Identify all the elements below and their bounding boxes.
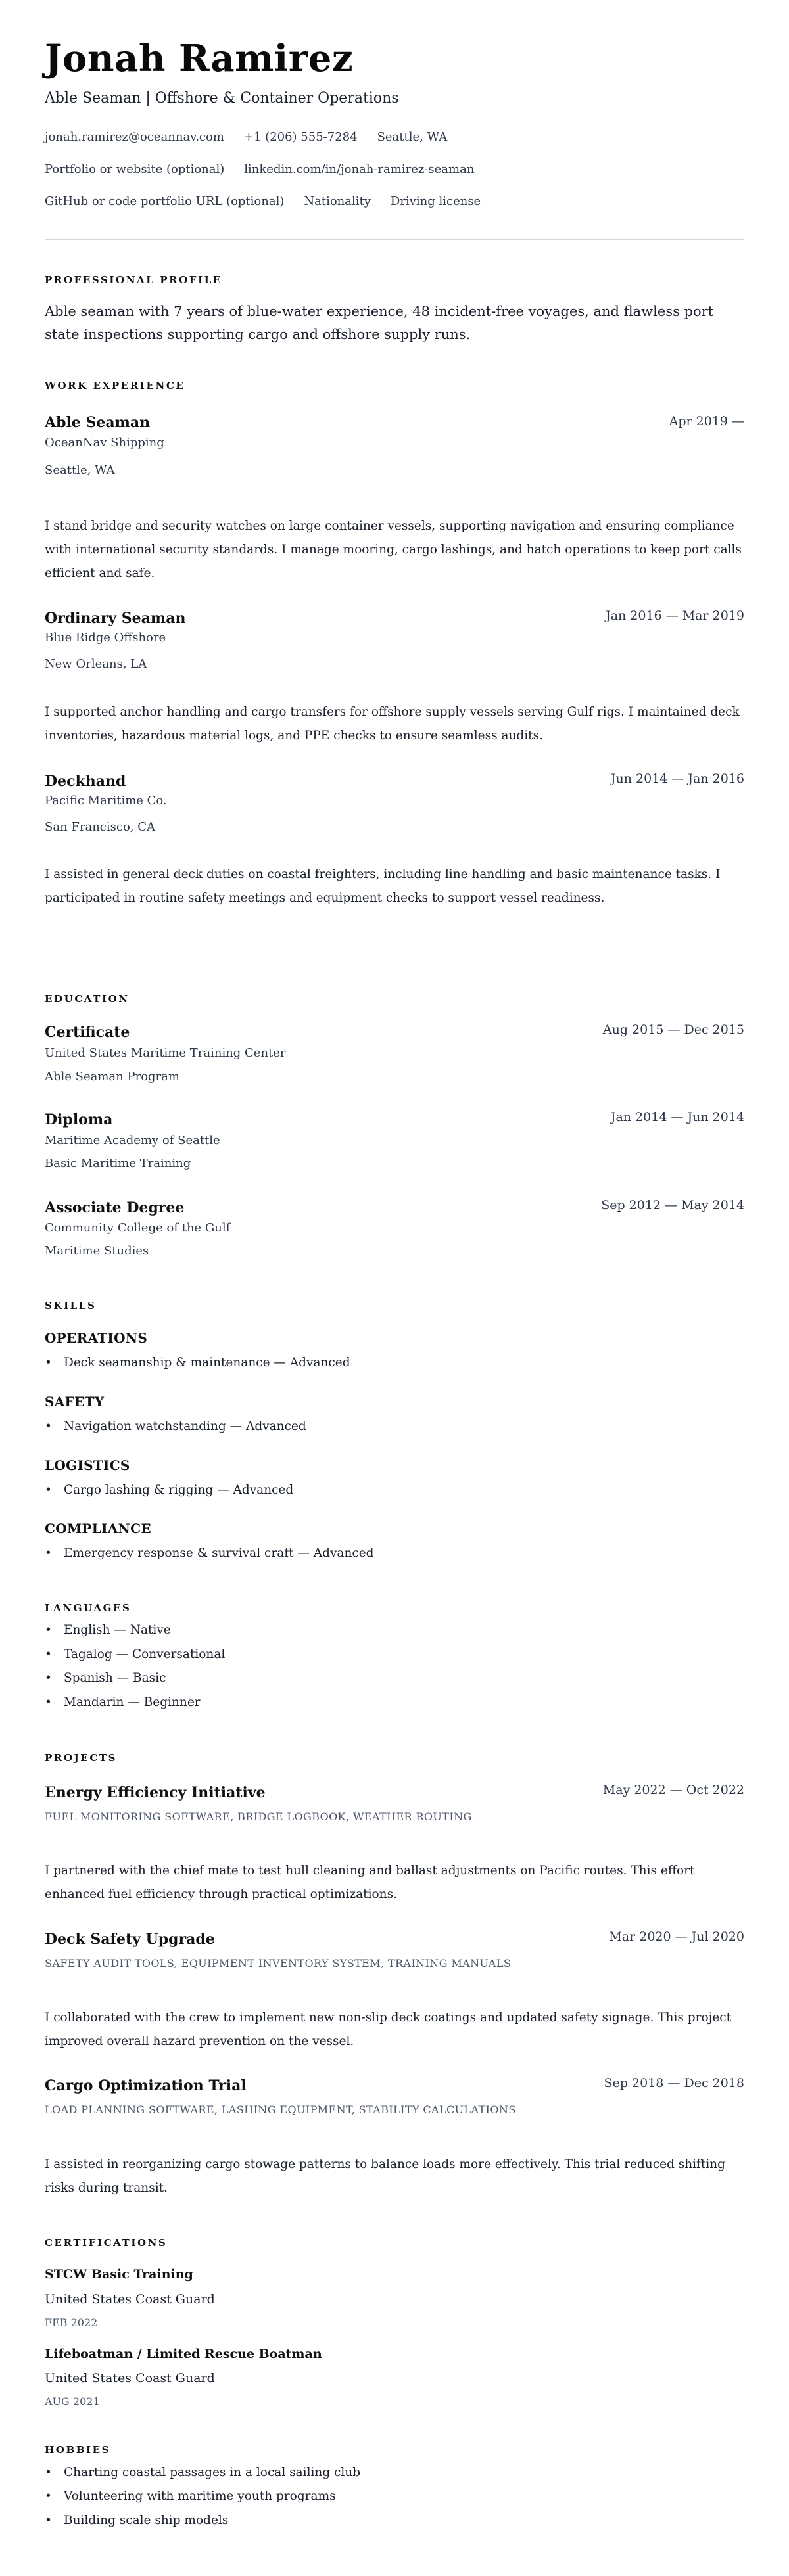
section-title-skills: SKILLS [45, 1300, 97, 1312]
institution-name: United States Maritime Training Center [45, 1046, 286, 1060]
job-description: I assisted in general deck duties on coastal freighters, including line handling and basic maintenance tasks. I participated in routine safety meetings and equipment checks to support vessel readiness. [45, 867, 721, 905]
certification-issuer: United States Coast Guard [45, 2292, 215, 2307]
certification-name: STCW Basic Training [45, 2267, 193, 2282]
section-title-certifications: CERTIFICATIONS [45, 2237, 168, 2249]
company-name: OceanNav Shipping [45, 436, 164, 449]
job-title: Able Seaman [45, 414, 151, 431]
project-tools: LOAD PLANNING SOFTWARE, LASHING EQUIPMENT, STABILITY CALCULATIONS [45, 2104, 516, 2116]
section-title-languages: LANGUAGES [45, 1602, 132, 1614]
job-location: Seattle, WA [45, 463, 115, 477]
contact-row-3 [45, 195, 481, 208]
project-description: I partnered with the chief mate to test hull cleaning and ballast adjustments on Pacific routes. This effort enhanced fuel efficiency through practical optimizations. [45, 1864, 695, 1901]
bullet-icon: • [45, 2514, 52, 2527]
bullet-icon: • [45, 2466, 52, 2479]
contact-row-1 [45, 130, 447, 144]
portfolio-link[interactable]: Portfolio or website (optional) [45, 162, 225, 176]
company-name: Blue Ridge Offshore [45, 631, 166, 645]
bullet-icon: • [45, 1356, 52, 1369]
project-tools: SAFETY AUDIT TOOLS, EQUIPMENT INVENTORY SYSTEM, TRAINING MANUALS [45, 1957, 512, 1969]
project-description: I assisted in reorganizing cargo stowage patterns to balance loads more effectively. This trial reduced shifting risks during transit. [45, 2157, 726, 2195]
bullet-icon: • [45, 1623, 52, 1637]
institution-name: Community College of the Gulf [45, 1221, 231, 1235]
degree-title: Diploma [45, 1111, 113, 1128]
education-dates: Jan 2014 — Jun 2014 [610, 1110, 744, 1124]
section-title-education: EDUCATION [45, 993, 130, 1005]
linkedin-link[interactable]: linkedin.com/in/jonah-ramirez-seaman [244, 162, 475, 176]
email-link[interactable]: jonah.ramirez@oceannav.com [45, 130, 224, 144]
profile-summary: Able seaman with 7 years of blue-water experience, 48 incident-free voyages, and flawless port state inspections supporting cargo and offshore supply runs. [45, 304, 714, 342]
header-divider [45, 239, 744, 240]
project-name: Deck Safety Upgrade [45, 1931, 215, 1948]
bullet-icon: • [45, 1483, 52, 1497]
bullet-icon: • [45, 1647, 52, 1661]
job-dates: Jan 2016 — Mar 2019 [606, 609, 744, 623]
driving-license-text: Driving license [390, 195, 481, 208]
resume-page: Jonah Ramirez Able Seaman | Offshore & Container Operations jonah.ramirez@oceannav.com +1 (206) 555-7284 Seattle, WA Portfolio or website (optional) linkedin.com/in/jonah-ramirez-seaman GitHub or code portfolio URL (optional) Nationality Driving license PROFESSIONAL PROFILE Able seaman with 7 years of blue-water experience, 48 incident-free voyages, and flawless port state inspections supporting cargo and offshore supply runs. WORK EXPERIENCE Able Seaman Apr 2019 — OceanNav Shipping Seattle, WA I stand bridge and security watches on large container vessels, supporting navigation and ensuring compliance with international security standards. I manage mooring, cargo lashings, and hatch operations to keep port calls efficient and safe. Ordinary Seaman Jan 2016 — Mar 2019 Blue Ridge Offshore New Orleans, LA I supported anchor handling and cargo transfers for offshore supply vessels serving Gulf rigs. I maintained deck inventories, hazardous material logs, and PPE checks to ensure seamless audits. Deckhand Jun 2014 — Jan 2016 Pacific Maritime Co. San Francisco, CA I assisted in general deck duties on coastal freighters, including line handling and basic maintenance tasks. I participated in routine safety meetings and equipment checks to support vessel readiness. EDUCATION Certificate Aug 2015 — Dec 2015 United States Maritime Training Center Able Seaman Program Diploma Jan 2014 — Jun 2014 Maritime Academy of Seattle Basic Maritime Training Associate Degree Sep 2012 — May 2014 Community College of the Gulf Maritime Studies SKILLS OPERATIONS • Deck seamanship & maintenance — Advanced SAFETY • Navigation watchstanding — Advanced LOGISTICS • Cargo lashing & rigging — Advanced COMPLIANCE • Emergency response & survival craft — Advanced LANGUAGES • English — Native • Tagalog — Conversational • Spanish — Basic • Mandarin — Beginner PROJECTS Energy Efficiency Initiative May 2022 — Oct 2022 FUEL MONITORING SOFTWARE, BRIDGE LOGBOOK, WEATHER ROUTING I partnered with the chief mate to test hull cleaning and ballast adjustments on Pacific routes. This effort enhanced fuel efficiency through practical optimizations. Deck Safety Upgrade Mar 2020 — Jul 2020 SAFETY AUDIT TOOLS, EQUIPMENT INVENTORY SYSTEM, TRAINING MANUALS I collaborated with the crew to implement new non-slip deck coatings and updated safety signage. This project improved overall hazard prevention on the vessel. Cargo Optimization Trial Sep 2018 — Dec 2018 LOAD PLANNING SOFTWARE, LASHING EQUIPMENT, STABILITY CALCULATIONS I assisted in reorganizing cargo stowage patterns to balance loads more effectively. This trial reduced shifting risks during transit. CERTIFICATIONS STCW Basic Training United States Coast Guard FEB 2022 Lifeboatman / Limited Rescue Boatman United States Coast Guard AUG 2021 HOBBIES • Charting coastal passages in a local sailing club • Volunteering with maritime youth programs • Building scale ship models [0, 0, 789, 2576]
job-dates: Apr 2019 — [669, 414, 744, 428]
bullet-icon: • [45, 1546, 52, 1560]
job-title: Deckhand [45, 773, 126, 790]
project-name: Energy Efficiency Initiative [45, 1784, 266, 1801]
project-dates: Mar 2020 — Jul 2020 [609, 1929, 744, 1944]
program-name: Able Seaman Program [45, 1070, 179, 1084]
job-description: I supported anchor handling and cargo transfers for offshore supply vessels serving Gulf rigs. I maintained deck inventories, hazardous material logs, and PPE checks to ensure seamless audits. [45, 705, 740, 743]
certification-date: AUG 2021 [45, 2395, 100, 2408]
section-title-experience: WORK EXPERIENCE [45, 380, 185, 392]
job-dates: Jun 2014 — Jan 2016 [610, 771, 744, 786]
phone-link[interactable]: +1 (206) 555-7284 [243, 130, 358, 144]
job-location: New Orleans, LA [45, 657, 147, 671]
degree-title: Associate Degree [45, 1199, 185, 1216]
certification-issuer: United States Coast Guard [45, 2371, 215, 2385]
company-name: Pacific Maritime Co. [45, 794, 167, 808]
section-title-hobbies: HOBBIES [45, 2444, 111, 2456]
project-dates: Sep 2018 — Dec 2018 [604, 2076, 744, 2090]
education-dates: Sep 2012 — May 2014 [601, 1198, 744, 1212]
certification-name: Lifeboatman / Limited Rescue Boatman [45, 2347, 322, 2361]
bullet-icon: • [45, 1695, 52, 1709]
education-dates: Aug 2015 — Dec 2015 [602, 1023, 744, 1037]
program-name: Basic Maritime Training [45, 1157, 191, 1170]
skill-category: SAFETY [45, 1394, 105, 1410]
candidate-headline: Able Seaman | Offshore & Container Operations [45, 90, 399, 106]
institution-name: Maritime Academy of Seattle [45, 1134, 220, 1147]
job-description: I stand bridge and security watches on large container vessels, supporting navigation and ensuring compliance with international security standards. I manage mooring, cargo lashings, and hatch operations to keep port calls efficient and safe. [45, 519, 742, 580]
bullet-icon: • [45, 2489, 52, 2503]
section-title-projects: PROJECTS [45, 1752, 118, 1764]
skill-category: OPERATIONS [45, 1330, 148, 1346]
job-location: San Francisco, CA [45, 820, 156, 834]
project-description: I collaborated with the crew to implement new non-slip deck coatings and updated safety signage. This project improved overall hazard prevention on the vessel. [45, 2011, 732, 2048]
project-name: Cargo Optimization Trial [45, 2077, 247, 2094]
project-dates: May 2022 — Oct 2022 [602, 1783, 744, 1797]
skill-category: LOGISTICS [45, 1458, 130, 1473]
nationality-text: Nationality [304, 195, 371, 208]
project-tools: FUEL MONITORING SOFTWARE, BRIDGE LOGBOOK, WEATHER ROUTING [45, 1810, 472, 1823]
program-name: Maritime Studies [45, 1244, 149, 1258]
github-link[interactable]: GitHub or code portfolio URL (optional) [45, 195, 285, 208]
section-title-profile: PROFESSIONAL PROFILE [45, 274, 222, 286]
skill-category: COMPLIANCE [45, 1521, 151, 1536]
candidate-name: Jonah Ramirez [45, 37, 354, 80]
location-text: Seattle, WA [377, 130, 448, 144]
job-title: Ordinary Seaman [45, 610, 186, 627]
certification-date: FEB 2022 [45, 2316, 98, 2329]
bullet-icon: • [45, 1419, 52, 1433]
contact-row-2 [45, 162, 474, 176]
bullet-icon: • [45, 1671, 52, 1685]
degree-title: Certificate [45, 1024, 130, 1041]
